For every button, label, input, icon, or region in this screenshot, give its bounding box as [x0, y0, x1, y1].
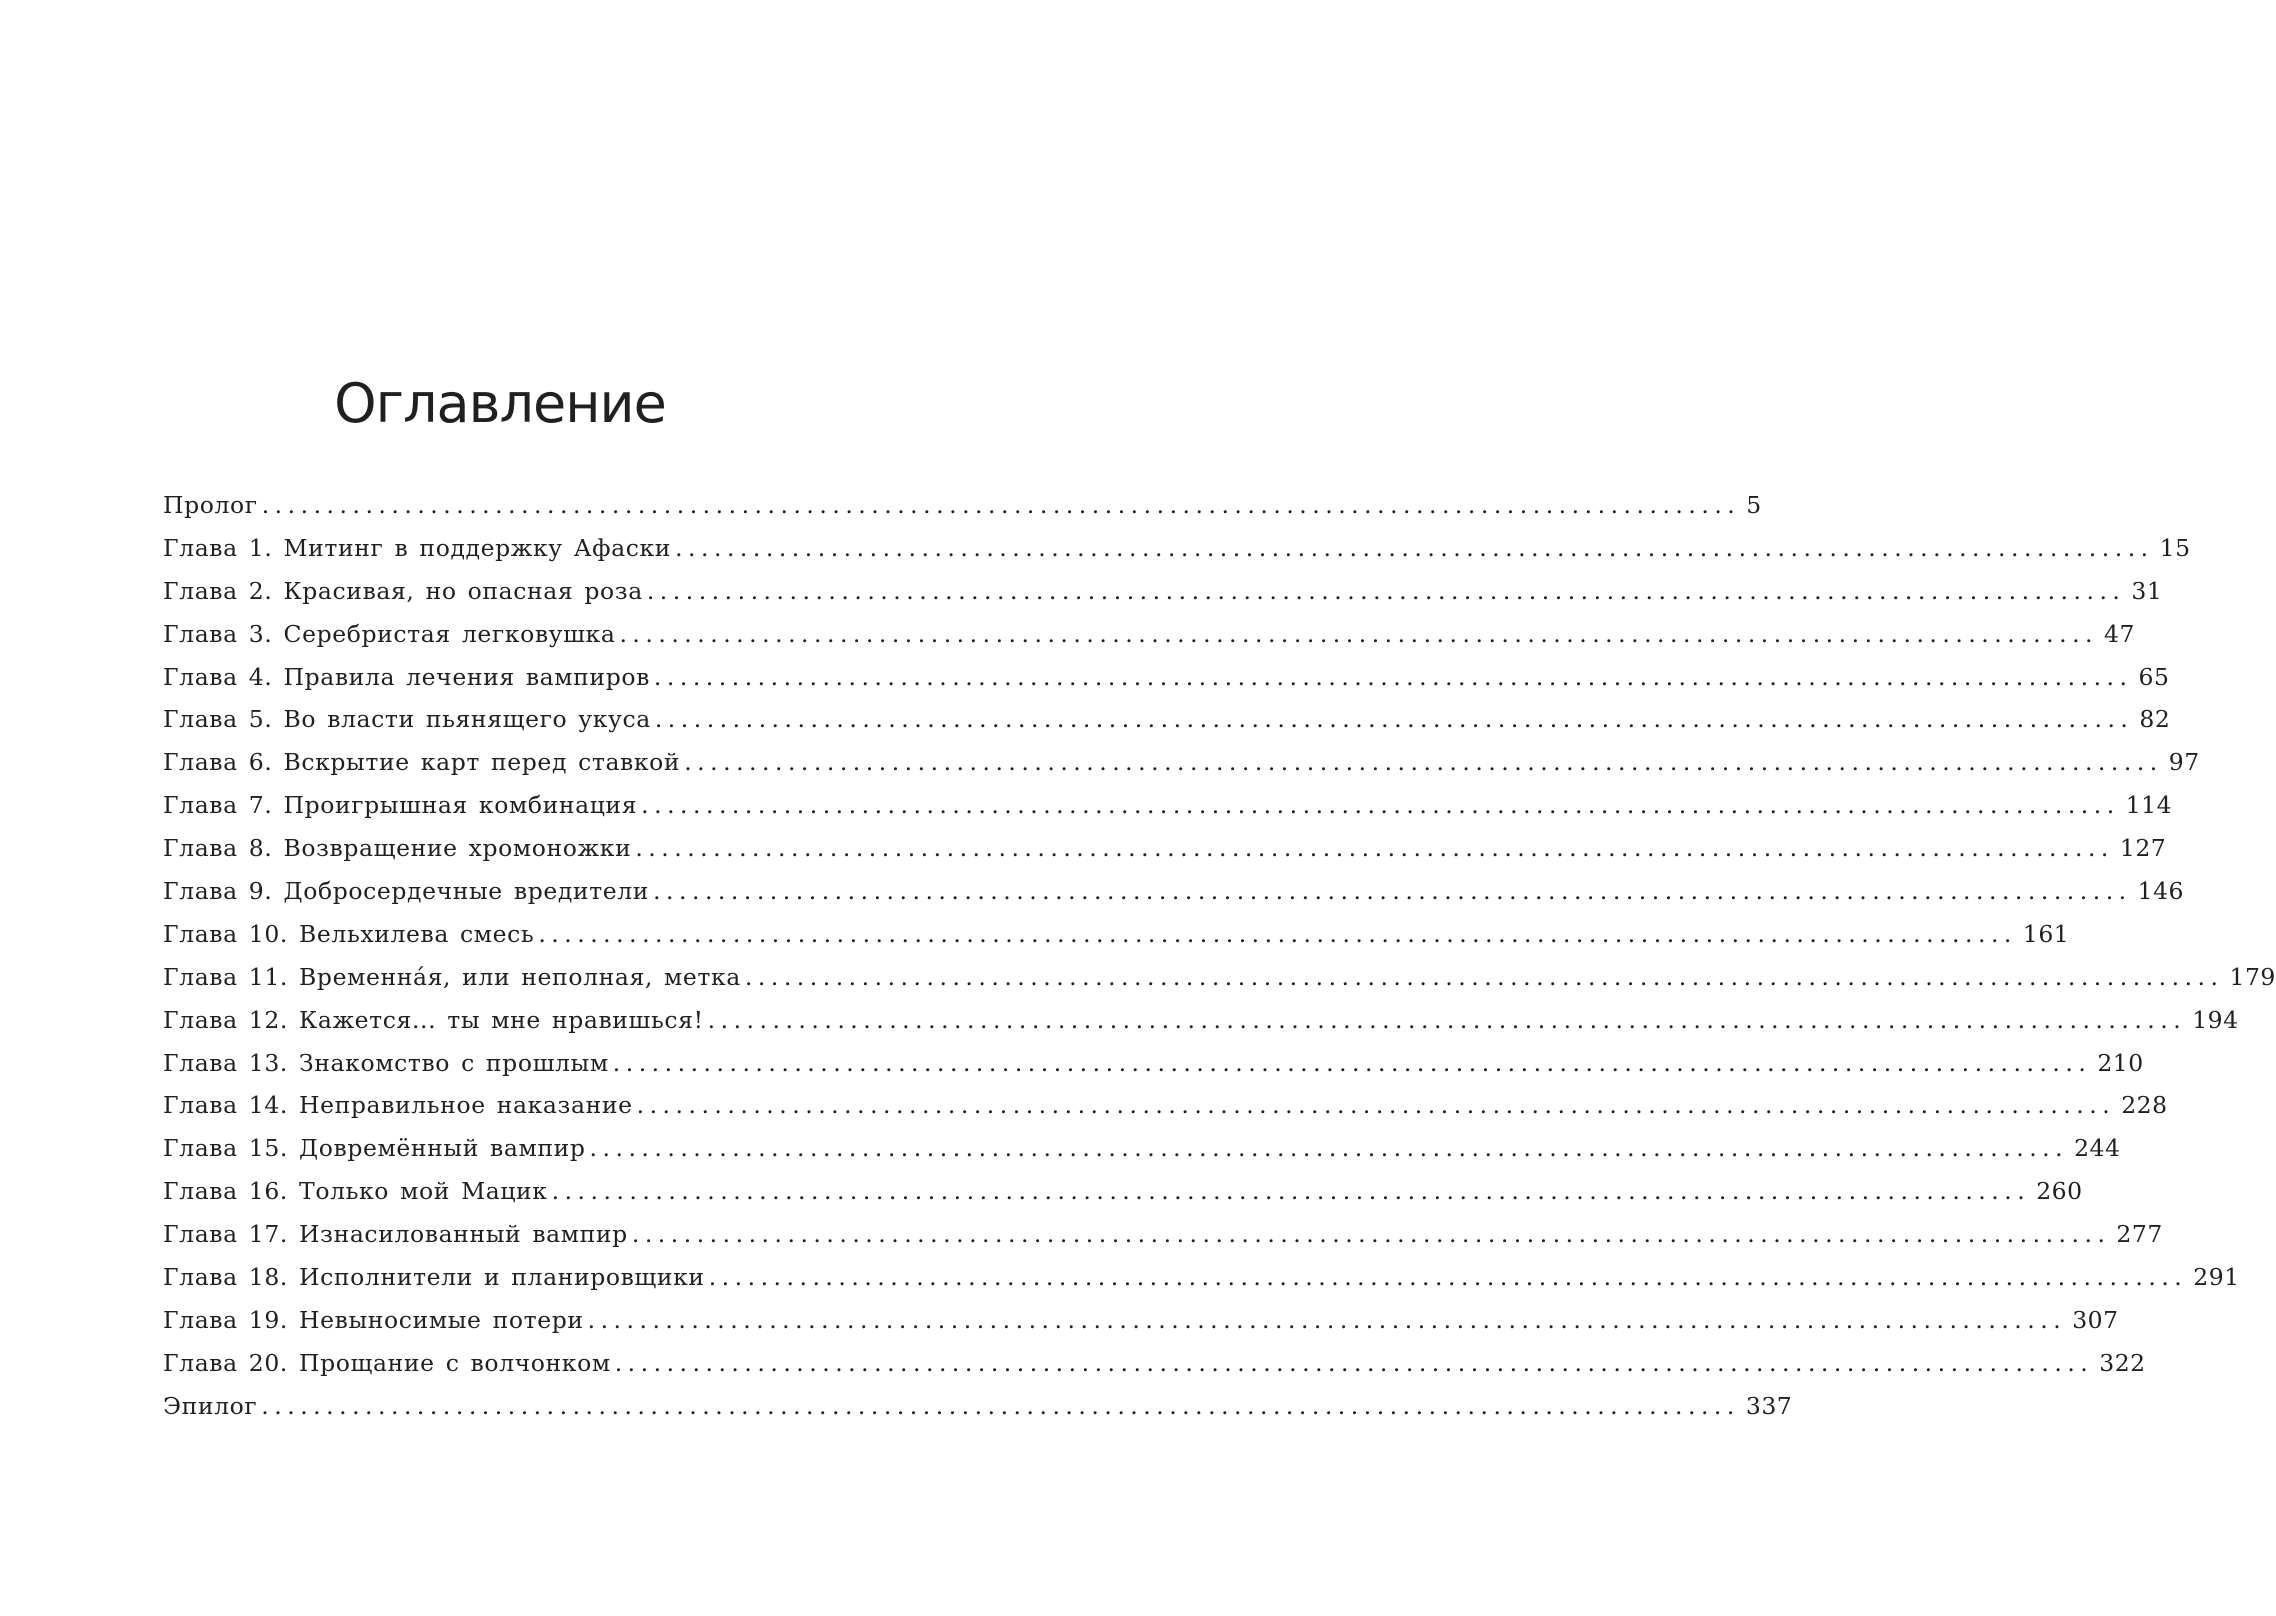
toc-entry-label: Глава 16. Только мой Мацик — [163, 1177, 548, 1206]
toc-entry — [163, 999, 2239, 1042]
toc-entry — [163, 1256, 2240, 1299]
toc-dot-leader: .................................................................................................................. — [261, 491, 1741, 519]
toc-entry — [163, 698, 2171, 741]
toc-entry-label: Глава 12. Кажется... ты мне нравишься! — [163, 1005, 704, 1034]
toc-dot-leader: .................................................................................................................. — [646, 576, 2126, 605]
toc-entry-page-number: 82 — [2139, 705, 2171, 734]
toc-entry-label: Эпилог — [163, 1391, 258, 1420]
toc-entry-label: Глава 10. Вельхилева смесь — [163, 919, 535, 948]
toc-entry-page-number: 228 — [2121, 1091, 2168, 1120]
toc-entry-page-number: 65 — [2138, 662, 2170, 691]
toc-entry — [163, 484, 1762, 527]
toc-entry-label: Глава 9. Добросердечные вредители — [163, 877, 650, 906]
toc-entry — [163, 613, 2135, 656]
toc-entry-page-number: 194 — [2192, 1005, 2239, 1034]
toc-entry-page-number: 277 — [2116, 1220, 2163, 1249]
toc-dot-leader: .................................................................................................................. — [538, 919, 2017, 948]
toc-entry — [163, 870, 2185, 913]
toc-entry — [163, 956, 2276, 999]
toc-entry-label: Глава 2. Красивая, но опасная роза — [163, 576, 643, 605]
toc-entry-page-number: 114 — [2125, 791, 2173, 820]
toc-dot-leader: .................................................................................................................. — [641, 791, 2120, 820]
toc-dot-leader: .................................................................................................................. — [636, 1091, 2116, 1120]
toc-entry-page-number: 244 — [2074, 1134, 2121, 1163]
toc-entry-page-number: 97 — [2168, 748, 2200, 777]
toc-entry — [163, 741, 2200, 784]
toc-entry-label: Глава 1. Митинг в поддержку Афаски — [163, 533, 672, 562]
toc-entry — [163, 1084, 2168, 1127]
toc-dot-leader: .................................................................................................................. — [653, 877, 2132, 906]
toc-dot-leader: .................................................................................................................. — [612, 1048, 2092, 1077]
toc-entry-page-number: 260 — [2036, 1177, 2083, 1206]
toc-entry-page-number: 179 — [2229, 962, 2276, 991]
toc-entry — [163, 570, 2163, 613]
toc-entry — [163, 1385, 1793, 1428]
toc-entry — [163, 656, 2170, 699]
toc-entry-label: Глава 19. Невыносимые потери — [163, 1305, 584, 1334]
toc-dot-leader: .................................................................................................................. — [587, 1305, 2067, 1334]
toc-entry — [163, 527, 2191, 570]
toc-entry-page-number: 291 — [2193, 1263, 2240, 1292]
toc-entry-page-number: 127 — [2119, 834, 2167, 863]
toc-dot-leader: .................................................................................................................. — [261, 1391, 1740, 1420]
toc-entry — [163, 1042, 2144, 1085]
toc-entry-label: Глава 8. Возвращение хромоножки — [163, 834, 632, 863]
toc-entry-page-number: 47 — [2104, 619, 2135, 648]
toc-entry-label: Глава 17. Изнасилованный вампир — [163, 1220, 628, 1249]
toc-entry-label: Глава 15. Довремённый вампир — [163, 1134, 586, 1163]
toc-entry-page-number: 161 — [2022, 919, 2070, 948]
toc-entry-label: Глава 18. Исполнители и планировщики — [163, 1263, 705, 1292]
toc-dot-leader: .................................................................................................................. — [551, 1177, 2031, 1206]
toc-entry-label: Глава 14. Неправильное наказание — [163, 1091, 633, 1120]
toc-entry — [163, 913, 2070, 956]
toc-dot-leader: .................................................................................................................. — [675, 533, 2154, 562]
toc-entry — [163, 1342, 2146, 1385]
toc-dot-leader: .................................................................................................................. — [708, 1263, 2188, 1292]
toc-entry-label: Глава 5. Во власти пьянящего укуса — [163, 705, 651, 734]
toc-entry — [163, 1127, 2121, 1170]
toc-dot-leader: .................................................................................................................. — [744, 962, 2224, 991]
toc-entry-label: Глава 4. Правила лечения вампиров — [163, 662, 650, 691]
toc-entry — [163, 1299, 2119, 1342]
toc-entry-label: Глава 13. Знакомство с прошлым — [163, 1048, 609, 1077]
toc-entry-label: Глава 3. Серебристая легковушка — [163, 619, 616, 648]
toc-dot-leader: .................................................................................................................. — [707, 1005, 2187, 1034]
toc-dot-leader: .................................................................................................................. — [635, 834, 2114, 863]
toc-entry-label: Глава 11. Временна́я, или неполная, метка — [163, 962, 741, 991]
page-title: Оглавление — [334, 372, 666, 435]
toc-entry-label: Глава 7. Проигрышная комбинация — [163, 791, 638, 820]
toc-entry-page-number: 322 — [2099, 1348, 2146, 1377]
toc-entry — [163, 1170, 2083, 1213]
toc-entry-page-number: 146 — [2137, 877, 2185, 906]
toc-dot-leader: .................................................................................................................. — [684, 748, 2163, 777]
toc-entry — [163, 827, 2167, 870]
toc-dot-leader: .................................................................................................................. — [589, 1134, 2069, 1163]
toc-dot-leader: .................................................................................................................. — [631, 1220, 2111, 1249]
toc-entry-label: Пролог — [163, 491, 258, 519]
toc-entry-page-number: 15 — [2159, 533, 2191, 562]
toc-dot-leader: .................................................................................................................. — [619, 619, 2099, 648]
toc-entry — [163, 784, 2173, 827]
toc-dot-leader: .................................................................................................................. — [654, 705, 2134, 734]
toc-entry-page-number: 210 — [2097, 1048, 2144, 1077]
toc-entry-page-number: 307 — [2072, 1305, 2119, 1334]
toc-entry-label: Глава 6. Вскрытие карт перед ставкой — [163, 748, 681, 777]
toc-entry-page-number: 31 — [2131, 576, 2163, 605]
toc-dot-leader: .................................................................................................................. — [653, 662, 2133, 691]
toc-dot-leader: .................................................................................................................. — [614, 1348, 2094, 1377]
table-of-contents — [163, 484, 2276, 1428]
toc-entry-label: Глава 20. Прощание с волчонком — [163, 1348, 611, 1377]
toc-entry — [163, 1213, 2163, 1256]
toc-entry-page-number: 5 — [1746, 491, 1762, 519]
toc-entry-page-number: 337 — [1745, 1391, 1793, 1420]
